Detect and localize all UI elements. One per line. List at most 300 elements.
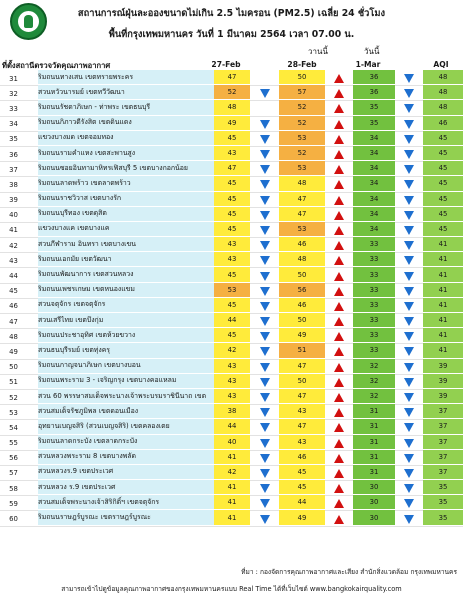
- station-number: 54: [9, 423, 18, 432]
- pm25-28feb: 46: [279, 298, 325, 312]
- station-name: สวนหวัวนารมย์ เขตทวีวัฒนา: [38, 85, 214, 99]
- trend-down-icon: [404, 211, 414, 220]
- pm25-27feb: 45: [214, 267, 250, 281]
- trend-down-icon: [404, 272, 414, 281]
- trend-down-icon: [260, 484, 270, 493]
- station-number: 47: [9, 317, 18, 326]
- column-header-aqi: AQI: [433, 60, 449, 69]
- trend-28feb: [325, 511, 353, 526]
- trend-28feb: [325, 390, 353, 405]
- trend-down-icon: [404, 135, 414, 144]
- trend-27feb: [250, 86, 279, 101]
- station-name: ริมถนนพัฒนาการ เขตสวนหลวง: [38, 267, 214, 281]
- trend-28feb: [325, 284, 353, 299]
- trend-27feb: [250, 344, 279, 359]
- table-row: [0, 299, 463, 314]
- table-row: [0, 71, 463, 86]
- pm25-1mar: 33: [353, 237, 395, 251]
- table-row: [0, 101, 463, 116]
- aqi-value: 37: [423, 450, 463, 464]
- pm25-28feb: 47: [279, 359, 325, 373]
- trend-1mar: [395, 314, 423, 329]
- trend-28feb: [325, 101, 353, 116]
- trend-down-icon: [260, 499, 270, 508]
- pm25-27feb: 48: [214, 100, 250, 114]
- aqi-value: 41: [423, 343, 463, 357]
- trend-27feb: [250, 208, 279, 223]
- trend-27feb: [250, 132, 279, 147]
- station-name: ริมถนนทางเสน เขตทรายพระคร: [38, 70, 214, 84]
- pm25-28feb: 45: [279, 465, 325, 479]
- table-row: [0, 268, 463, 283]
- station-name: ริมถนนประชาอุทิศ เขตห้วยขวาง: [38, 328, 214, 342]
- trend-1mar: [395, 496, 423, 511]
- report-title: สถานการณ์ฝุ่นละอองขนาดไม่เกิน 2.5 ไมครอน (PM2.5) เฉลี่ย 24 ชั่วโมง: [77, 8, 386, 19]
- table-row: [0, 344, 463, 359]
- trend-up-icon: [334, 74, 344, 83]
- station-number: 32: [9, 89, 18, 98]
- trend-1mar: [395, 253, 423, 268]
- pm25-1mar: 34: [353, 192, 395, 206]
- trend-up-icon: [334, 226, 344, 235]
- station-name: แขวงบางมด เขตจอมทอง: [38, 131, 214, 145]
- aqi-value: 37: [423, 404, 463, 418]
- trend-up-icon: [334, 332, 344, 341]
- pm25-28feb: 53: [279, 161, 325, 175]
- trend-27feb: [250, 268, 279, 283]
- trend-down-icon: [404, 226, 414, 235]
- trend-down-icon: [260, 423, 270, 432]
- table-row: [0, 223, 463, 238]
- trend-down-icon: [404, 287, 414, 296]
- pm25-27feb: 45: [214, 131, 250, 145]
- aqi-value: 39: [423, 374, 463, 388]
- trend-27feb: [250, 193, 279, 208]
- pm25-28feb: 47: [279, 389, 325, 403]
- trend-27feb: [250, 314, 279, 329]
- pm25-table: [0, 71, 463, 527]
- trend-27feb: [250, 299, 279, 314]
- pm25-1mar: 31: [353, 435, 395, 449]
- aqi-value: 41: [423, 328, 463, 342]
- table-row: [0, 284, 463, 299]
- table-row: [0, 511, 463, 526]
- trend-27feb: [250, 496, 279, 511]
- aqi-value: 35: [423, 495, 463, 509]
- trend-down-icon: [260, 89, 270, 98]
- trend-1mar: [395, 511, 423, 526]
- station-number: 42: [9, 241, 18, 250]
- aqi-value: 41: [423, 283, 463, 297]
- trend-28feb: [325, 466, 353, 481]
- trend-28feb: [325, 299, 353, 314]
- trend-up-icon: [334, 287, 344, 296]
- pm25-27feb: 43: [214, 389, 250, 403]
- pm25-28feb: 44: [279, 495, 325, 509]
- station-number: 57: [9, 469, 18, 478]
- trend-down-icon: [260, 439, 270, 448]
- table-row: [0, 360, 463, 375]
- pm25-1mar: 36: [353, 85, 395, 99]
- pm25-27feb: 38: [214, 404, 250, 418]
- station-name: สวนสมเด็จรัชภูมิพล เขตดอนเมือง: [38, 404, 214, 418]
- trend-28feb: [325, 132, 353, 147]
- station-name: ริมถนนลาดกระบัง เขตลาดกระบัง: [38, 435, 214, 449]
- station-number: 48: [9, 332, 18, 341]
- trend-1mar: [395, 147, 423, 162]
- trend-1mar: [395, 481, 423, 496]
- trend-27feb: [250, 481, 279, 496]
- trend-down-icon: [260, 454, 270, 463]
- trend-27feb: [250, 162, 279, 177]
- trend-down-icon: [404, 74, 414, 83]
- trend-up-icon: [334, 378, 344, 387]
- pm25-1mar: 30: [353, 510, 395, 524]
- table-row: [0, 329, 463, 344]
- station-name: สวนหลวงพระราม 8 เขตบางพลัด: [38, 450, 214, 464]
- pm25-28feb: 52: [279, 146, 325, 160]
- trend-up-icon: [334, 439, 344, 448]
- aqi-value: 45: [423, 222, 463, 236]
- trend-down-icon: [404, 180, 414, 189]
- trend-down-icon: [404, 332, 414, 341]
- pm25-1mar: 32: [353, 374, 395, 388]
- pm25-27feb: 41: [214, 450, 250, 464]
- trend-27feb: [250, 117, 279, 132]
- data-source: ที่มา : กองจัดการคุณภาพอากาศและเสียง สำนักสิ่งแวดล้อม กรุงเทพมหานคร: [241, 568, 457, 576]
- column-header-1mar: 1-Mar: [355, 60, 381, 69]
- aqi-value: 39: [423, 389, 463, 403]
- table-row: [0, 147, 463, 162]
- station-name: ริมถนนเพชรเกษม เขตหนองแขม: [38, 283, 214, 297]
- trend-1mar: [395, 466, 423, 481]
- trend-down-icon: [260, 347, 270, 356]
- table-row: [0, 314, 463, 329]
- trend-up-icon: [334, 180, 344, 189]
- trend-down-icon: [404, 393, 414, 402]
- trend-down-icon: [260, 469, 270, 478]
- trend-down-icon: [404, 256, 414, 265]
- station-name: สวนจตุจักร เขตจตุจักร: [38, 298, 214, 312]
- pm25-27feb: 45: [214, 192, 250, 206]
- pm25-1mar: 33: [353, 267, 395, 281]
- trend-down-icon: [404, 363, 414, 372]
- pm25-1mar: 30: [353, 480, 395, 494]
- station-number: 43: [9, 256, 18, 265]
- aqi-value: 39: [423, 359, 463, 373]
- pm25-27feb: 42: [214, 343, 250, 357]
- pm25-1mar: 34: [353, 161, 395, 175]
- pm25-28feb: 48: [279, 176, 325, 190]
- trend-28feb: [325, 405, 353, 420]
- station-number: 40: [9, 211, 18, 220]
- trend-27feb: [250, 284, 279, 299]
- table-row: [0, 481, 463, 496]
- trend-up-icon: [334, 469, 344, 478]
- trend-up-icon: [334, 196, 344, 205]
- aqi-value: 37: [423, 465, 463, 479]
- trend-28feb: [325, 451, 353, 466]
- pm25-27feb: 43: [214, 252, 250, 266]
- pm25-28feb: 49: [279, 328, 325, 342]
- trend-1mar: [395, 238, 423, 253]
- trend-1mar: [395, 208, 423, 223]
- trend-1mar: [395, 420, 423, 435]
- report-header: [0, 0, 463, 44]
- table-row: [0, 238, 463, 253]
- pm25-1mar: 31: [353, 419, 395, 433]
- station-number: 33: [9, 104, 18, 113]
- trend-down-icon: [404, 104, 414, 113]
- station-name: สวนสมเด็จพระนางเจ้าสิริกิติ์ฯ เขตจตุจักร: [38, 495, 214, 509]
- table-row: [0, 375, 463, 390]
- aqi-value: 35: [423, 510, 463, 524]
- trend-1mar: [395, 117, 423, 132]
- trend-down-icon: [260, 241, 270, 250]
- trend-down-icon: [404, 89, 414, 98]
- trend-27feb: [250, 147, 279, 162]
- trend-28feb: [325, 117, 353, 132]
- aqi-value: 37: [423, 435, 463, 449]
- station-name: ริมถนนกาญจนาภิเษก เขตบางบอน: [38, 359, 214, 373]
- trend-1mar: [395, 268, 423, 283]
- trend-1mar: [395, 329, 423, 344]
- aqi-value: 48: [423, 70, 463, 84]
- station-name: สวนกีฬาราม อินทรา เขตบางเขน: [38, 237, 214, 251]
- pm25-1mar: 31: [353, 450, 395, 464]
- pm25-28feb: 53: [279, 131, 325, 145]
- trend-1mar: [395, 86, 423, 101]
- trend-1mar: [395, 223, 423, 238]
- trend-up-icon: [334, 408, 344, 417]
- trend-28feb: [325, 147, 353, 162]
- station-name: สวนหลวง ร.9 เขตประเวศ: [38, 480, 214, 494]
- trend-28feb: [325, 375, 353, 390]
- trend-27feb: [250, 420, 279, 435]
- pm25-27feb: 42: [214, 465, 250, 479]
- station-number: 53: [9, 408, 18, 417]
- station-name: ริมถนนรัชดาภิเษก - ท่าพระ เขตธนบุรี: [38, 100, 214, 114]
- aqi-value: 45: [423, 161, 463, 175]
- trend-27feb: [250, 223, 279, 238]
- trend-1mar: [395, 177, 423, 192]
- pm25-28feb: 53: [279, 222, 325, 236]
- pm25-1mar: 36: [353, 70, 395, 84]
- trend-28feb: [325, 162, 353, 177]
- table-row: [0, 496, 463, 511]
- trend-27feb: [250, 238, 279, 253]
- trend-down-icon: [404, 423, 414, 432]
- trend-down-icon: [260, 180, 270, 189]
- trend-down-icon: [260, 120, 270, 129]
- trend-up-icon: [334, 241, 344, 250]
- trend-down-icon: [404, 469, 414, 478]
- station-number: 52: [9, 393, 18, 402]
- pm25-28feb: 49: [279, 510, 325, 524]
- pm25-28feb: 45: [279, 480, 325, 494]
- pm25-1mar: 31: [353, 404, 395, 418]
- trend-down-icon: [404, 317, 414, 326]
- trend-down-icon: [260, 135, 270, 144]
- pm25-1mar: 34: [353, 207, 395, 221]
- station-name: แขวงบางแค เขตบางแค: [38, 222, 214, 236]
- aqi-value: 41: [423, 298, 463, 312]
- trend-up-icon: [334, 104, 344, 113]
- trend-down-icon: [404, 454, 414, 463]
- pm25-27feb: 45: [214, 176, 250, 190]
- trend-28feb: [325, 420, 353, 435]
- trend-up-icon: [334, 272, 344, 281]
- trend-down-icon: [260, 378, 270, 387]
- pm25-28feb: 50: [279, 313, 325, 327]
- station-number: 44: [9, 272, 18, 281]
- trend-up-icon: [334, 454, 344, 463]
- pm25-27feb: 44: [214, 419, 250, 433]
- station-name: อุทยานเบญจสิริ (สวนเบญจสิริ) เขตคลองเตย: [38, 419, 214, 433]
- table-row: [0, 86, 463, 101]
- pm25-1mar: 35: [353, 116, 395, 130]
- station-number: 49: [9, 347, 18, 356]
- trend-down-icon: [404, 150, 414, 159]
- trend-1mar: [395, 360, 423, 375]
- trend-down-icon: [260, 272, 270, 281]
- pm25-28feb: 47: [279, 419, 325, 433]
- pm25-28feb: 51: [279, 343, 325, 357]
- trend-28feb: [325, 360, 353, 375]
- trend-up-icon: [334, 484, 344, 493]
- trend-up-icon: [334, 165, 344, 174]
- station-number: 39: [9, 196, 18, 205]
- pm25-27feb: 45: [214, 222, 250, 236]
- pm25-1mar: 35: [353, 100, 395, 114]
- table-row: [0, 466, 463, 481]
- column-header-site: ที่ตั้งสถานีตรวจวัดคุณภาพอากาศ: [2, 61, 111, 70]
- website-note: สามารถเข้าไปดูข้อมูลคุณภาพอากาศของกรุงเทพมหานครแบบ Real Time ได้ที่เว็บไซต์ www.bangkokairquality.com: [61, 585, 402, 593]
- trend-27feb: [250, 451, 279, 466]
- pm25-27feb: 43: [214, 146, 250, 160]
- station-number: 58: [9, 484, 18, 493]
- pm25-27feb: 43: [214, 359, 250, 373]
- trend-down-icon: [404, 241, 414, 250]
- trend-1mar: [395, 284, 423, 299]
- pm25-27feb: 43: [214, 237, 250, 251]
- station-name: ริมถนนบุรีทอง เขตดุสิต: [38, 207, 214, 221]
- aqi-value: 46: [423, 116, 463, 130]
- trend-28feb: [325, 481, 353, 496]
- table-row: [0, 451, 463, 466]
- pm25-27feb: 41: [214, 480, 250, 494]
- station-name: สวนเสรีไทย เขตบึงกุ่ม: [38, 313, 214, 327]
- trend-down-icon: [404, 499, 414, 508]
- column-header-27feb: 27-Feb: [211, 60, 241, 69]
- trend-28feb: [325, 344, 353, 359]
- pm25-27feb: 41: [214, 495, 250, 509]
- pm25-28feb: 46: [279, 237, 325, 251]
- pm25-27feb: 40: [214, 435, 250, 449]
- trend-1mar: [395, 436, 423, 451]
- trend-down-icon: [404, 408, 414, 417]
- station-number: 41: [9, 226, 18, 235]
- pm25-28feb: 47: [279, 192, 325, 206]
- trend-27feb: [250, 329, 279, 344]
- trend-28feb: [325, 86, 353, 101]
- trend-1mar: [395, 71, 423, 86]
- trend-down-icon: [260, 150, 270, 159]
- trend-down-icon: [260, 332, 270, 341]
- aqi-value: 45: [423, 176, 463, 190]
- station-number: 51: [9, 378, 18, 387]
- table-row: [0, 177, 463, 192]
- aqi-value: 41: [423, 237, 463, 251]
- trend-down-icon: [404, 165, 414, 174]
- trend-27feb: [250, 253, 279, 268]
- trend-27feb: [250, 405, 279, 420]
- trend-up-icon: [334, 256, 344, 265]
- trend-up-icon: [334, 211, 344, 220]
- day-annotation-row: [0, 44, 463, 58]
- trend-28feb: [325, 238, 353, 253]
- trend-down-icon: [260, 165, 270, 174]
- trend-up-icon: [334, 89, 344, 98]
- pm25-1mar: 31: [353, 465, 395, 479]
- trend-27feb: [250, 101, 279, 116]
- pm25-28feb: 50: [279, 70, 325, 84]
- trend-1mar: [395, 132, 423, 147]
- trend-1mar: [395, 405, 423, 420]
- pm25-28feb: 48: [279, 252, 325, 266]
- station-name: สวนหลวงร.9 เขตประเวศ: [38, 465, 214, 479]
- table-row: [0, 162, 463, 177]
- pm25-1mar: 32: [353, 359, 395, 373]
- trend-up-icon: [334, 499, 344, 508]
- table-row: [0, 132, 463, 147]
- station-name: ริมถนนราษฎร์บูรณะ เขตราษฎร์บูรณะ: [38, 510, 214, 524]
- trend-down-icon: [260, 226, 270, 235]
- pm25-27feb: 47: [214, 70, 250, 84]
- trend-down-icon: [260, 363, 270, 372]
- station-number: 34: [9, 120, 18, 129]
- trend-1mar: [395, 390, 423, 405]
- trend-1mar: [395, 101, 423, 116]
- station-number: 35: [9, 135, 18, 144]
- trend-down-icon: [260, 302, 270, 311]
- pm25-28feb: 46: [279, 450, 325, 464]
- trend-1mar: [395, 162, 423, 177]
- station-number: 37: [9, 165, 18, 174]
- trend-down-icon: [404, 347, 414, 356]
- pm25-28feb: 47: [279, 207, 325, 221]
- pm25-27feb: 45: [214, 328, 250, 342]
- trend-down-icon: [404, 120, 414, 129]
- trend-up-icon: [334, 317, 344, 326]
- report-subtitle: พื้นที่กรุงเทพมหานคร วันที่ 1 มีนาคม 2564 เวลา 07.00 น.: [108, 29, 355, 40]
- column-header-28feb: 28-Feb: [287, 60, 317, 69]
- pm25-27feb: 43: [214, 374, 250, 388]
- pm25-28feb: 56: [279, 283, 325, 297]
- aqi-value: 45: [423, 146, 463, 160]
- table-row: [0, 253, 463, 268]
- station-number: 59: [9, 499, 18, 508]
- table-row: [0, 420, 463, 435]
- aqi-value: 45: [423, 131, 463, 145]
- station-name: ริมถนนราชวิวาส เขตบางรัก: [38, 192, 214, 206]
- table-row: [0, 405, 463, 420]
- station-number: 31: [9, 74, 18, 83]
- station-name: ริมถนนซอยอินทามาหิทรเฟิสบุรี 5 เขตบางกอกน้อย: [38, 161, 214, 175]
- aqi-value: 45: [423, 192, 463, 206]
- pm25-28feb: 50: [279, 267, 325, 281]
- pm25-28feb: 43: [279, 404, 325, 418]
